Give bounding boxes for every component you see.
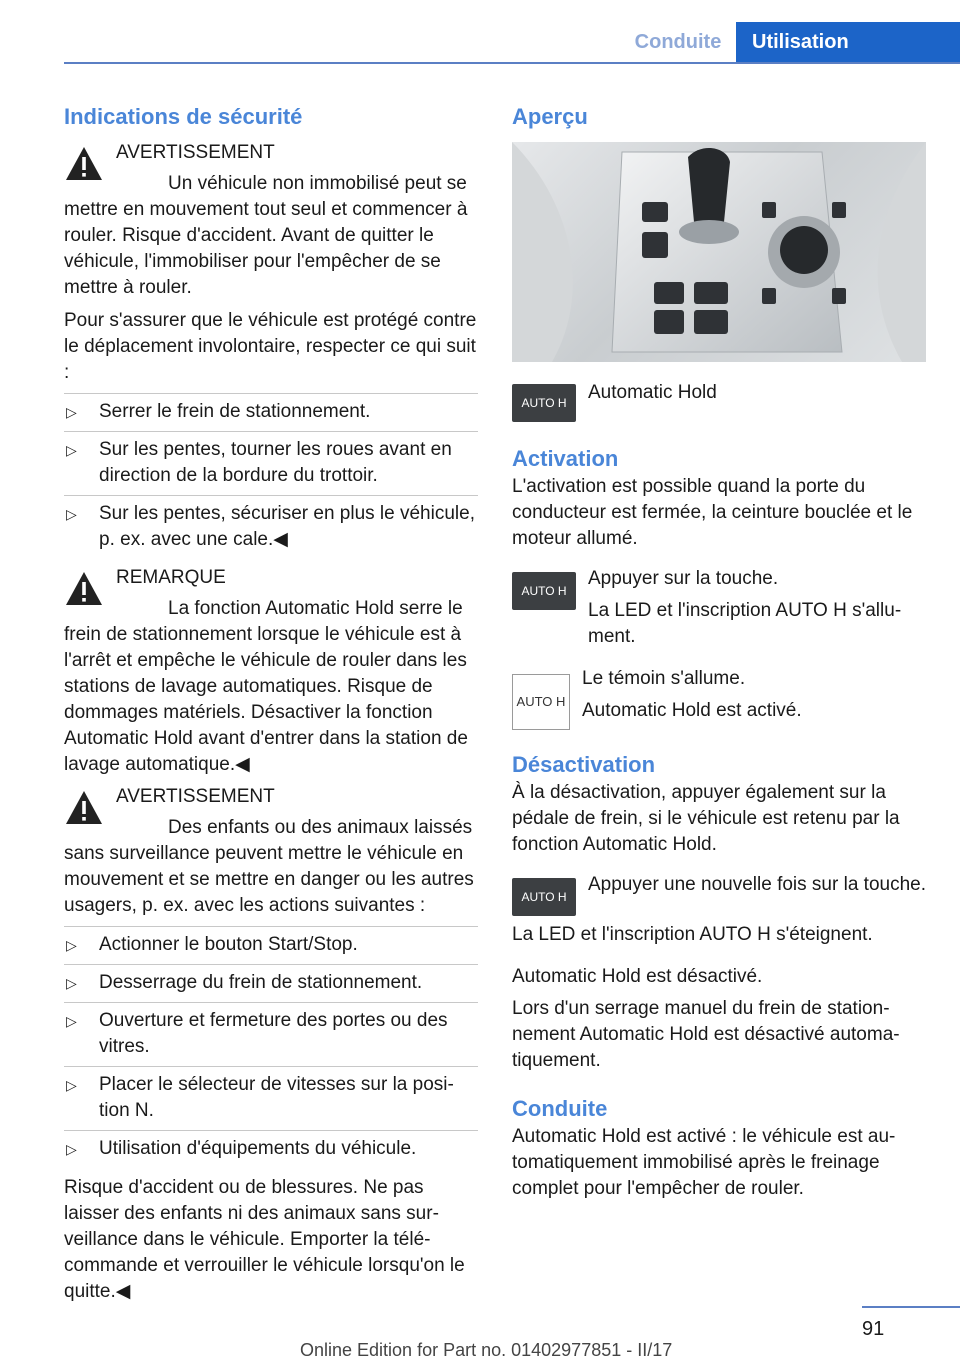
- deactivation-status: Automatic Hold est désactivé.: [512, 966, 763, 987]
- note-heading: REMARQUE: [116, 567, 226, 588]
- section-title-safety: Indications de sécurité: [64, 104, 303, 129]
- activation-led-text: La LED et l'inscription AUTO H s'allument.: [588, 600, 902, 647]
- warning-heading: AVERTISSEMENT: [116, 786, 275, 807]
- bullet-list-2: [64, 926, 478, 1168]
- section-title-activation: Activation: [512, 446, 619, 471]
- footer-rule: [862, 1306, 960, 1308]
- auto-hold-label: Automatic Hold: [588, 382, 717, 403]
- section-title-deactivation: Désactivation: [512, 752, 656, 777]
- warning-block-2: [64, 784, 478, 919]
- center-console-photo: [512, 142, 926, 362]
- warning-heading: AVERTISSEMENT: [116, 142, 275, 163]
- left-column: [64, 100, 478, 1305]
- list-item: ▷ Utilisation d'équipements du véhicule.: [64, 1130, 478, 1168]
- deactivation-led-text: La LED et l'inscription AUTO H s'éteignent.: [512, 924, 873, 945]
- activation-step: Appuyer sur la touche.: [588, 568, 779, 589]
- edition-footer: Online Edition for Part no. 01402977851 - II/17: [300, 1340, 673, 1360]
- deactivation-step-row: [512, 872, 926, 916]
- activation-step-row: [512, 566, 926, 650]
- auto-hold-button-icon: AUTO H: [512, 878, 576, 916]
- auto-hold-button-icon: AUTO H: [512, 384, 576, 422]
- warning-triangle-icon: [64, 144, 104, 184]
- warning-triangle-icon: [64, 788, 104, 828]
- list-item: ▷ Sur les pentes, tourner les roues avant en direction de la bordure du trottoir.: [64, 431, 478, 495]
- list-item: ▷ Actionner le bouton Start/Stop.: [64, 926, 478, 964]
- list-item: ▷ Sur les pentes, sécuriser en plus le véhicule, p. ex. avec une cale.◀: [64, 495, 478, 559]
- section-title-conduite: Conduite: [512, 1096, 608, 1121]
- paragraph: À la désactivation, appuyer également sur la pédale de frein, si le véhicule est retenu par la fonction Automatic Hold.: [512, 782, 900, 855]
- list-item: ▷ Ouverture et fermeture des portes ou des vitres.: [64, 1002, 478, 1066]
- tab-utilisation[interactable]: Utilisation: [736, 22, 960, 62]
- auto-hold-button-icon: AUTO H: [512, 572, 576, 610]
- auto-hold-indicator-icon: AUTO H: [512, 674, 570, 730]
- right-column: [512, 100, 926, 1202]
- section-title-overview: Aperçu: [512, 104, 588, 129]
- warning-triangle-icon: [64, 569, 104, 609]
- bullet-list-1: [64, 393, 478, 559]
- list-item: ▷ Serrer le frein de stationnement.: [64, 393, 478, 431]
- warning-text: Un véhicule non immobilisé peut se mettre en mouvement tout seul et commencer à rouler. Risque d'accident. Avant de quitter le véhicule, l'immobiliser pour l'empêcher de se mettre à rouler.: [64, 173, 468, 298]
- warning-block-1: [64, 140, 478, 301]
- note-block: [64, 565, 478, 778]
- indicator-text: Le témoin s'allume.: [582, 668, 746, 689]
- auto-hold-row: [512, 378, 926, 422]
- warning-text: Des enfants ou des animaux laissés sans surveillance peuvent mettre le véhicule en mouvement et se mettre en danger ou les autres usagers, p. ex. avec les actions suivantes :: [64, 817, 474, 916]
- header-rule: [64, 62, 960, 64]
- paragraph: Lors d'un serrage manuel du frein de stationnement Automatic Hold est désactivé automatiquement.: [512, 998, 900, 1071]
- page-number: 91: [862, 1318, 885, 1340]
- deactivation-step: Appuyer une nouvelle fois sur la touche.: [588, 874, 926, 895]
- paragraph: Risque d'accident ou de blessures. Ne pas laisser des enfants ni des animaux sans surveillance dans le véhicule. Emporter la télécommande et verrouiller le véhicule lorsqu'on le quitte.◀: [64, 1177, 465, 1302]
- indicator-status: Automatic Hold est activé.: [582, 700, 802, 721]
- list-item: ▷ Desserrage du frein de stationnement.: [64, 964, 478, 1002]
- paragraph: Automatic Hold est activé : le véhicule est automatiquement immobilisé après le freinage complet pour l'empêcher de rouler.: [512, 1126, 896, 1199]
- indicator-row: [512, 666, 926, 730]
- list-item: ▷ Placer le sélecteur de vitesses sur la position N.: [64, 1066, 478, 1130]
- paragraph: Pour s'assurer que le véhicule est protégé contre le déplacement involontaire, respecter ce qui suit :: [64, 310, 477, 383]
- paragraph: L'activation est possible quand la porte du conducteur est fermée, la ceinture bouclée et le moteur allumé.: [512, 476, 913, 549]
- center-console-illustration: [512, 142, 926, 362]
- note-text: La fonction Automatic Hold serre le frein de stationnement lorsque le véhicule est à l'arrêt et empêche le véhicule de rouler dans les stations de lavage automatiques. Risque de dommages matériels. Désactiver la fonction Automatic Hold avant d'entrer dans la station de lavage automatique.◀: [64, 598, 468, 775]
- tab-conduite[interactable]: Conduite: [634, 30, 722, 53]
